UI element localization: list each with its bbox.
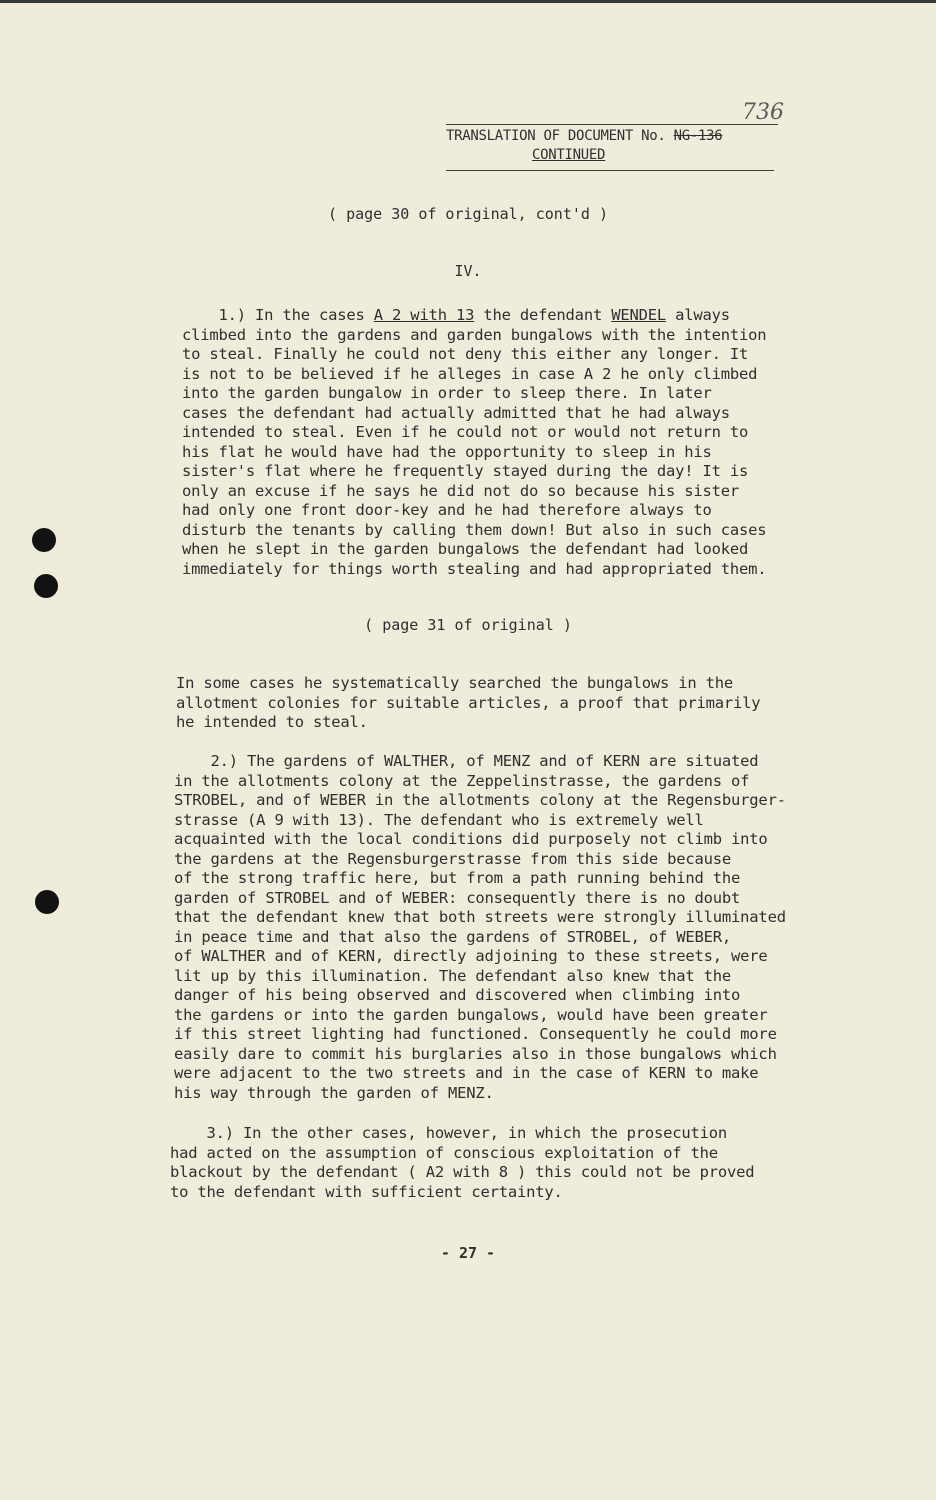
text-line: of the strong traffic here, but from a path running behind the [174,869,741,887]
text-line: blackout by the defendant ( A2 with 8 ) this could not be proved [170,1163,755,1181]
text-line: in the allotments colony at the Zeppelinstrasse, the gardens of [174,771,750,790]
scan-top-edge [0,0,936,3]
section-heading: IV. [454,262,482,280]
paragraph-2 [176,674,760,733]
text-line: intended to steal. Even if he could not or would not return to [182,423,749,441]
text-line: is not to be believed if he alleges in case A 2 he only climbed [182,364,758,383]
text-line: immediately for things worth stealing and had appropriated them. [182,559,767,578]
paragraph-3 [174,752,786,1103]
paragraph-4 [170,1124,754,1202]
header-title-prefix: TRANSLATION OF DOCUMENT No. [446,128,674,144]
text-line: 3.) In the other cases, however, in which the prosecution [170,1124,728,1142]
text-line: if this street lighting had functioned. Consequently he could more [174,1025,777,1043]
text-line: his flat he would have had the opportunity to sleep in his [182,442,712,461]
text-line: lit up by this illumination. The defendant also knew that the [174,966,732,985]
text-line: the gardens at the Regensburgerstrasse from this side because [174,849,732,868]
text-line: sister's flat where he frequently stayed during the day! It is [182,462,749,480]
text-line: garden of STROBEL and of WEBER: consequently there is no doubt [174,888,741,907]
text-line: easily dare to commit his burglaries also in those bungalows which [174,1044,777,1063]
paragraph-1-first-line: 1.) In the cases A 2 with 13 the defendant WENDEL always [182,306,730,324]
header-continued: CONTINUED [532,147,606,163]
text-line: his way through the garden of MENZ. [174,1083,494,1102]
page-number: - 27 - [440,1244,496,1262]
text-line: when he slept in the garden bungalows the defendant had looked [182,540,749,558]
page-reference-30: ( page 30 of original, cont'd ) [328,205,608,223]
text-line: had acted on the assumption of conscious exploitation of the [170,1143,718,1162]
text-line: In some cases he systematically searched the bungalows in the [176,674,734,692]
text-line: into the garden bungalow in order to sleep there. In later [182,384,712,402]
text-line: disturb the tenants by calling them down! But also in such cases [182,520,767,539]
text-line: of WALTHER and of KERN, directly adjoining to these streets, were [174,947,768,965]
text-line: had only one front door-key and he had therefore always to [182,501,712,519]
text-line: to steal. Finally he could not deny this either any longer. It [182,345,749,363]
text-line: danger of his being observed and discovered when climbing into [174,986,741,1004]
text-line: cases the defendant had actually admitted that he had always [182,403,730,422]
handwritten-doc-number: 736 [742,100,784,125]
punch-hole [34,574,58,598]
header-title [446,128,786,144]
text-line: in peace time and that also the gardens of STROBEL, of WEBER, [174,927,732,946]
page-reference-31: ( page 31 of original ) [364,616,572,634]
text-line: to the defendant with sufficient certainty. [170,1182,563,1201]
header-rule-bottom [446,170,774,171]
text-line: allotment colonies for suitable articles, a proof that primarily [176,693,761,712]
header-doc-number: NG-136 [673,128,723,144]
text-line: only an excuse if he says he did not do so because his sister [182,481,740,500]
document-header [446,128,786,163]
text-line: STROBEL, and of WEBER in the allotments colony at the Regensburger- [174,791,786,809]
text-line: were adjacent to the two streets and in the case of KERN to make [174,1064,759,1082]
text-line: the gardens or into the garden bungalows, would have been greater [174,1005,768,1024]
text-line: climbed into the gardens and garden bungalows with the intention [182,325,767,344]
punch-hole [32,528,56,552]
text-line: 2.) The gardens of WALTHER, of MENZ and of KERN are situated [174,752,759,770]
paragraph-1 [182,306,766,579]
text-line: that the defendant knew that both streets were strongly illuminated [174,908,786,926]
punch-hole [35,890,59,914]
text-line: he intended to steal. [176,713,368,731]
header-rule-top [446,124,778,125]
text-line: acquainted with the local conditions did purposely not climb into [174,830,768,848]
text-line: strasse (A 9 with 13). The defendant who is extremely well [174,810,704,829]
